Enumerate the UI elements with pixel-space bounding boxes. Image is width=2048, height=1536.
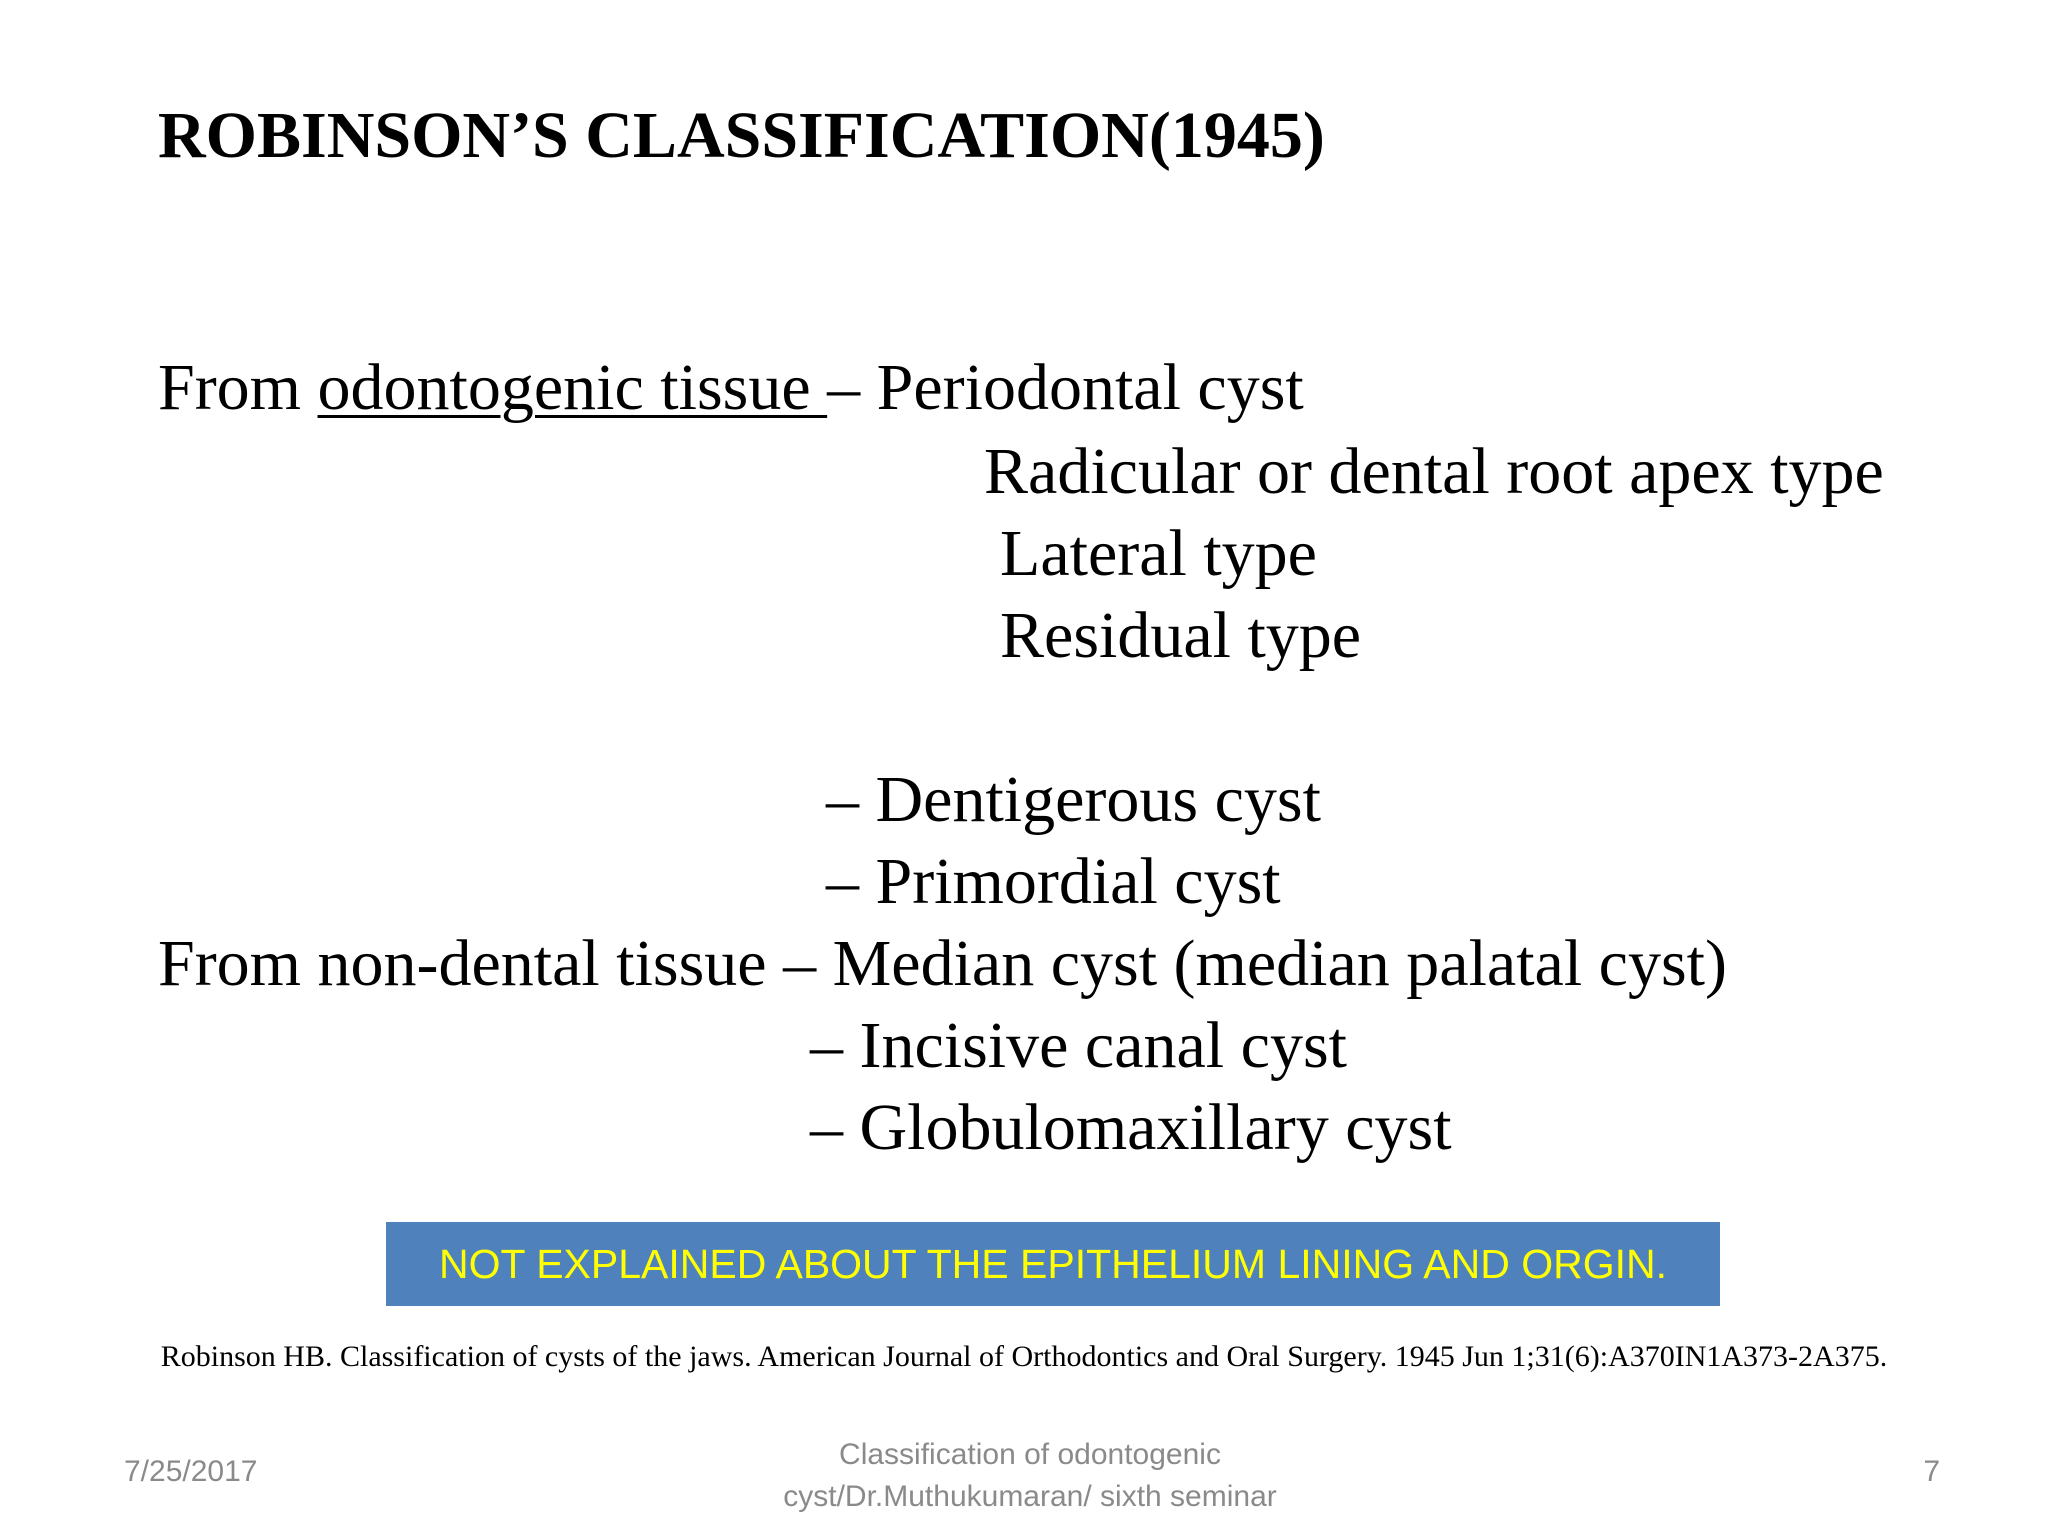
footer-title — [700, 1434, 1360, 1518]
footer-title-line1: Classification of odontogenic — [839, 1438, 1221, 1471]
odontogenic-underlined: odontogenic tissue — [317, 351, 828, 424]
reference-citation: Robinson HB. Classification of cysts of the jaws. American Journal of Orthodontics and Oral Surgery. 1945 Jun 1;31(6):A370IN1A373-2A375. — [160, 1340, 1888, 1373]
footer-title-line2: cyst/Dr.Muthukumaran/ sixth seminar — [783, 1480, 1277, 1513]
odontogenic-line — [158, 352, 1304, 425]
globulomaxillary-cyst: – Globulomaxillary cyst — [810, 1091, 1452, 1164]
note-box — [386, 1222, 1720, 1306]
footer-page-number: 7 — [1923, 1455, 1940, 1488]
subtype-residual: Residual type — [1000, 599, 1362, 672]
odontogenic-prefix: From — [158, 351, 318, 424]
median-cyst: – Median cyst (median palatal cyst) — [783, 927, 1727, 1000]
footer-date: 7/25/2017 — [124, 1455, 258, 1488]
periodontal-cyst: – Periodontal cyst — [827, 351, 1304, 424]
note-text: NOT EXPLAINED ABOUT THE EPITHELIUM LINING AND ORGIN. — [439, 1240, 1667, 1287]
subtype-lateral: Lateral type — [1000, 517, 1317, 590]
non-dental-prefix: From non-dental tissue — [158, 927, 784, 1000]
primordial-cyst: – Primordial cyst — [826, 845, 1281, 918]
dentigerous-cyst: – Dentigerous cyst — [826, 763, 1321, 836]
subtype-radicular: Radicular or dental root apex type — [984, 435, 1884, 508]
slide-title: ROBINSON’S CLASSIFICATION(1945) — [158, 99, 1325, 172]
incisive-canal-cyst: – Incisive canal cyst — [810, 1009, 1347, 1082]
non-dental-line — [158, 928, 1727, 1001]
